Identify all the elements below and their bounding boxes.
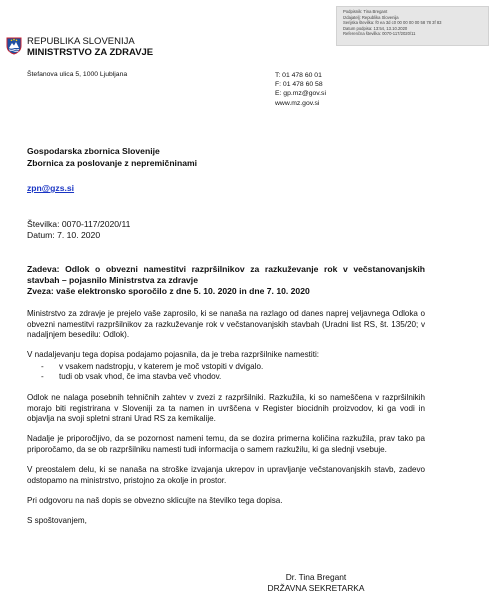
country-name: REPUBLIKA SLOVENIJA bbox=[27, 36, 135, 47]
paragraph-requirements: Odlok ne nalaga posebnih tehničnih zahtev v zvezi z razpršilniki. Razkužila, ki so nameščena v razpršilnikih morajo biti registrirana v Sloveniji za ta namen in uvrščena v Register biocidnih proizvodov, ki ga vodi in objavlja na svoji spletni strani Urad RS za kemikalije. bbox=[27, 393, 425, 424]
recipient-email-link[interactable]: zpn@gzs.si bbox=[27, 183, 75, 193]
list-item: - tudi ob vsak vhod, če ima stavba več vhodov. bbox=[27, 372, 425, 383]
recipient-department: Zbornica za poslovanje z nepremičninami bbox=[27, 157, 198, 168]
document-date: Datum: 7. 10. 2020 bbox=[27, 230, 101, 240]
paragraph-explanation: V nadaljevanju tega dopisa podajamo pojasnila, da je treba razpršilnike namestiti: bbox=[27, 350, 320, 360]
website: www.mz.gov.si bbox=[275, 99, 320, 107]
subject-line: Zadeva: Odlok o obvezni namestitvi razpršilnikov za razkuževanje rok v večstanovanjskih stavbah – pojasnilo Ministrstva za zdravje bbox=[27, 264, 425, 285]
ministry-name: MINISTRSTVO ZA ZDRAVJE bbox=[27, 47, 154, 58]
paragraph-referral: V preostalem delu, ki se nanaša na stroške izvajanja ukrepov in upravljanje večstanovanjskih stavb, zadevo odstopamo na ministrstvo, pristojno za okolje in prostor. bbox=[27, 465, 425, 485]
recipient-organization: Gospodarska zbornica Slovenije bbox=[27, 146, 160, 156]
signatory-title: DRŽAVNA SEKRETARKA bbox=[267, 582, 365, 593]
reference-line: Zveza: vaše elektronsko sporočilo z dne 5. 10. 2020 in dne 7. 10. 2020 bbox=[27, 286, 310, 296]
digital-signature-box bbox=[336, 6, 489, 46]
signature-serial: Serijska številka: f0 ea 3d c0 00 00 00 00 58 78 3f 83 bbox=[343, 20, 442, 26]
signature-reference: Referenčna številka: 0070-117/2020/11 bbox=[343, 31, 416, 37]
phone-number: T: 01 478 60 01 bbox=[275, 72, 322, 79]
paragraph-reference-note: Pri odgovoru na naš dopis se obvezno sklicujte na številko tega dopisa. bbox=[27, 495, 283, 505]
subject-block bbox=[27, 264, 425, 297]
paragraph-intro: Ministrstvo za zdravje je prejelo vaše zaprosilo, ki se nanaša na razlago od danes naprej veljavnega Odloka o obvezni namestitvi razpršilnikov za razkuževanje rok v večstanovanjskih stavbah (Uradni list RS, št. 135/20; v nadaljnjem besedilu: Odlok). bbox=[27, 309, 425, 340]
document-number: Številka: 0070-117/2020/11 bbox=[27, 219, 131, 229]
document-meta bbox=[27, 219, 130, 241]
list-item: - v vsakem nadstropju, v katerem je moč vstopiti v dvigalo. bbox=[27, 362, 425, 373]
signature-signer: Podpisnik: Tina Bregant bbox=[343, 9, 388, 14]
fax-number: F: 01 478 60 58 bbox=[275, 81, 323, 89]
contact-info bbox=[275, 71, 326, 108]
signatory-name: Dr. Tina Bregant bbox=[285, 572, 347, 582]
requirements-list bbox=[27, 362, 425, 383]
recipient-block bbox=[27, 146, 197, 169]
ministry-address: Štefanova ulica 5, 1000 Ljubljana bbox=[27, 71, 128, 78]
paragraph-recommendation: Nadalje je priporočljivo, da se pozornost nameni temu, da se dozira primerna količina razkužila, prav tako pa priporočamo, da se ob razpršilniku namesti tudi informacija o samem razkužilu, ki ga slednji vsebuje. bbox=[27, 434, 425, 454]
letter-body bbox=[27, 309, 425, 536]
ministry-heading bbox=[27, 36, 153, 58]
slovenia-coat-of-arms-icon bbox=[6, 37, 22, 55]
signature-date: Datum podpisa: 13:54, 13.10.2020 bbox=[343, 25, 408, 31]
signature-issuer: Izdajatelj: Republika Slovenija bbox=[343, 14, 399, 20]
signature-block bbox=[256, 572, 376, 593]
contact-email: E: gp.mz@gov.si bbox=[275, 90, 326, 98]
closing-salutation: S spoštovanjem, bbox=[27, 515, 87, 525]
